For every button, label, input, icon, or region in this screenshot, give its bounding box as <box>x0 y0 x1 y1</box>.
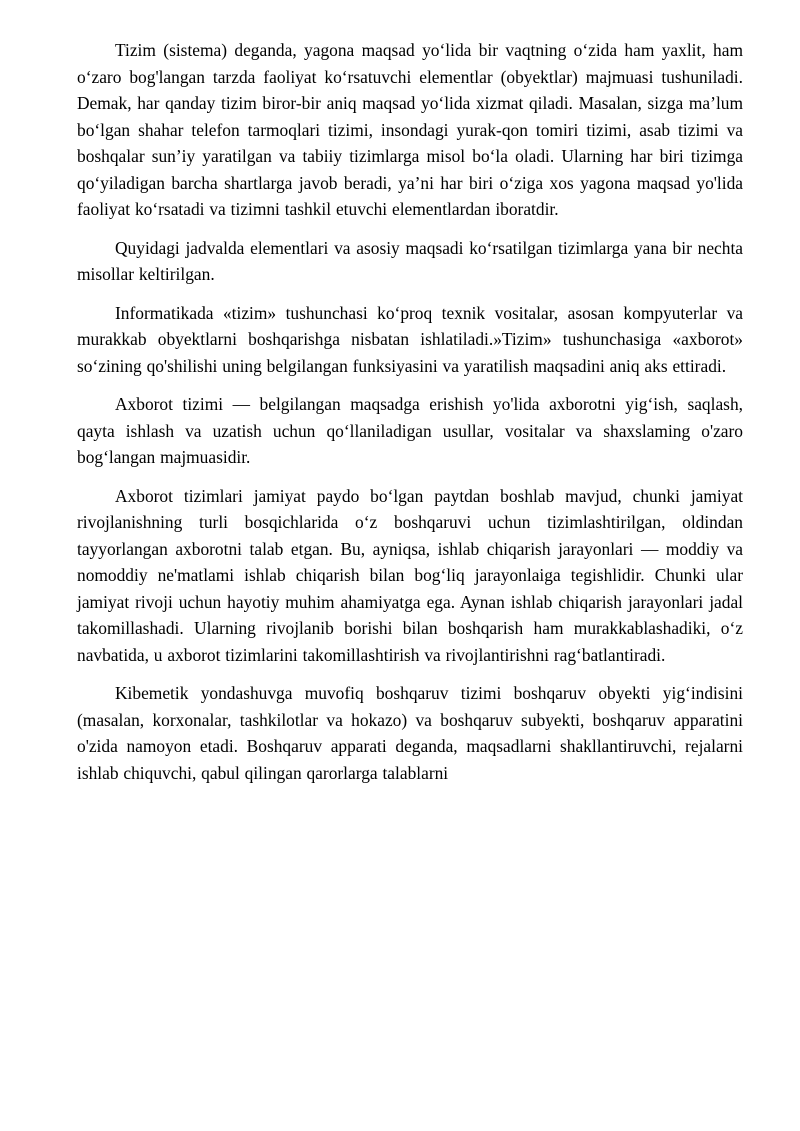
paragraph-informatika: Informatikada «tizim» tushunchasi ko‘proq texnik vositalar, asosan kompyuterlar va murakkab obyektlarni boshqarishga nisbatan ishlatiladi.»Tizim» tushunchasiga «axborot» so‘zining qo'shilishi uning belgilangan funksiyasini va yaratilish maqsadini aniq aks ettiradi. <box>77 302 743 376</box>
paragraph-kibernetik: Kibemetik yondashuvga muvofiq boshqaruv tizimi boshqaruv obyekti yig‘indisini (masalan, korxonalar, tashkilotlar va hokazo) va boshqaruv subyekti, boshqaruv apparatini o'zida namoyon etadi. Boshqaruv apparati deganda, maqsadlarni shakllantiruvchi, rejalarni ishlab chiquvchi, qabul qilingan qarorlarga talablarni <box>77 683 743 783</box>
paragraph-axborot-tizimi: Axborot tizimi — belgilangan maqsadga erishish yo'lida axborotni yig‘ish, saqlash, qayta ishlash va uzatish uchun qo‘llaniladigan usullar, vositalar va shaxslaming o'zaro bog‘langan majmuasidir. <box>77 394 743 467</box>
paragraph-table-intro: Quyidagi jadvalda elementlari va asosiy maqsadi ko‘rsatilgan tizimlarga yana bir nechta misollar keltirilgan. <box>77 237 743 284</box>
paragraph-axborot-tizimlari-history: Axborot tizimlari jamiyat paydo bo‘lgan paytdan boshlab mavjud, chunki jamiyat rivojlanishning turli bosqichlarida o‘z boshqaruvi uchun tizimlashtirilgan, oldindan tayyorlangan axborotni talab etgan. Bu, ayniqsa, ishlab chiqarish jarayonlari — moddiy va nomoddiy ne'matlami ishlab chiqarish bilan bog‘liq jarayonlaiga tegishlidir. Chunki ular jamiyat rivoji uchun hayotiy muhim ahamiyatga ega. Aynan ishlab chiqarish jarayonlari jadal takomillashadi. Ularning rivojlanib borishi bilan boshqarish ham murakkablashadiki, o‘z navbatida, u axborot tizimlarini takomillashtirish va rivojlantirishni rag‘batlantiradi. <box>77 485 743 665</box>
paragraph-tizim-definition: Tizim (sistema) deganda, yagona maqsad yo‘lida bir vaqtning o‘zida ham yaxlit, ham o‘zaro bog'langan tarzda faoliyat ko‘rsatuvchi elementlar (obyektlar) majmuasi tushuniladi. Demak, har qanday tizim biror-bir aniq maqsad yo‘lida xizmat qiladi. Masalan, sizga ma’lum bo‘lgan shahar telefon tarmoqlari tizimi, insondagi yurak-qon tomiri tizimi, asab tizimi va boshqalar sun’iy yaratilgan va tabiiy tizimlarga misol bo‘la oladi. Ularning har biri tizimga qo‘yiladigan barcha shartlarga javob beradi, ya’ni har biri o‘ziga xos yagona maqsad yo'lida faoliyat ko‘rsatadi va tizimni tashkil etuvchi elementlardan iboratdir. <box>77 40 743 219</box>
document-page <box>77 37 743 798</box>
